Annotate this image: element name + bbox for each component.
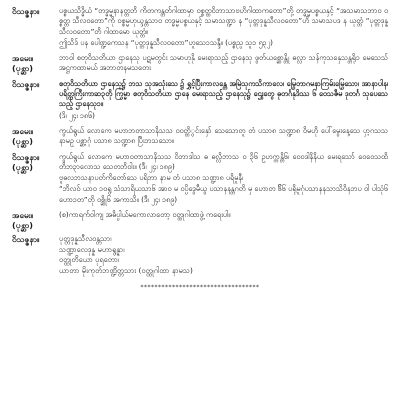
paragraph: (စ)ကာရက်ဝါကျ အဓိပ္ပါယ်မကောလာတော့ ဝတ္ထုဂါထာဖွဲ့ ကရေးပါ။ [59,210,231,220]
entry-sublabel: (ပုစ္ဆာ) [12,161,33,172]
entry-text [59,53,388,75]
entry-label: ဝိသဇ္ဇနာ။ [12,78,40,89]
entry-text [59,126,388,148]
entry-label: အမေး။ (ပုစ္ဆာ) [12,210,59,230]
footer-divider: ********************************** [140,284,260,292]
entry-label: အမေး။ (ပုစ္ဆာ) [12,126,59,146]
entry-label: ဝိသဇ္ဇနာ။ (ပုစ္ဆာ) [12,152,59,172]
entry-label: ဝိသဇ္ဇနာ။ [12,6,40,16]
signature-line: ယာတာ မိုးကုတ်ဘဏ္ဍိတ္တသား (ဝတ္ထုဂါထာ နာမသ) [59,265,193,275]
signature-line: ပုတ္တဒုန္နသီလဝန္တသာ၊ [59,234,112,244]
paragraph: ဘာဝါ စတုဝိသတိယာ ဌာနေသု ပဋမတွင်း သမာဟုနို မေးရာသည့် ဌာနေသု ဖွတ်ယစ္ဆောန္တို ဓလ္လာ သန်ကုသနှေသန္တရို၁ မေသေသ် အဋ္ဌကထာမယ် အဘာတနမသတေး [59,53,388,73]
qa-entry-4 [12,126,388,148]
entry-sublabel: (ပုစ္ဆာ) [12,135,33,146]
signature-line: ဝတ္ထုတိယော ပုရတော၊ [59,255,120,265]
signature-label: ဝိသဇ္ဇနာ။ [12,234,40,245]
paragraph: ကွယ်ရွယ် လောကေ မဟာဘတာသာနိသသ ဝဝတ္ထိွင်းနှော် သေသောတူ တံ ပသာ၈ သဏ္ဍာ၈ ဝိမဟို ပေါ်မွေးနေ့သေ ပှာ့ဂသသ နာမဥ္ ပစ္ဆာ့ဂုံ ပသာ၈ သဏ္ဍာ၈ ပြီးဘသသော။ [59,125,388,146]
entry-text [59,79,388,122]
paragraph: ဤသိဒ် ပန ပေါဏ္ဍကေသန “ပုတ္တဒုန္နသီလဝတော”ဟူသေ၁သန္ဒီ။ (ပစ္စည္ပ သူ၁ ၅၃၂) [59,37,273,47]
entry-text [59,152,388,206]
entry-text [59,6,388,49]
signature-lines [59,234,388,276]
entry-sublabel: (ပုစ္ဆာ) [12,220,33,231]
qa-entry-6 [12,210,388,230]
qa-entry-5 [12,152,388,206]
qa-entry-1 [12,6,388,49]
qa-entry-3 [12,79,388,122]
paragraph: စတုဝိသတိယာ ဌာနေသု၌ ဘသ သုအသုံးသေ ၌ ရွှင့်ပြီးကာလန္တေ အမြဲသုကသိကာလေ၊ မြွေတာဂမနာကြမ်းမြှေသော၊ အာနာပါန၊ ပရိတ္တကြီးကာဆ၃တို ကြှမ္မာ စတုဝိသတိယာ ဌာနေ မေးရာသည့် ဌာနေသု၌ ဌွေးတွေ ဓုတင်္ဂနုဒိဿ ၆ ဝေသဇီမ ဒုတင်္ဂ သုပေသေသည့် ဌာနေသု၁။ [59,78,388,109]
entry-text [59,210,388,221]
qa-entry-2 [12,53,388,75]
signature-line: သဏ္ဍာလေဒုန္န မဟာရွန္နာ၊ [59,244,125,254]
paragraph: ပစ္စယသိဒ္ဓိယံ “တဒ္ဓမ္မနာနတ္တဘိ ကိတကန္တတ်ဂါထာမှာ ဝစ္စတ္ထဝိဘာသာဗဟိဂါထာကတော”တို့ တဒ္ဓမ္မပစ္စယနှင့် “အသမာသဘာဝ ဝစ္စတ္တ သီလဝတော”ကို ဝစ္စမ္မဟုယ္ဒန္တသာဝ တဒ္ဓမ္မပစ္စယနှင့် သမာသဏ္ဍာ န “ပုတ္တဒုန္နသီလဝတော”ဟိ သမာသပဒ န ယုတ္တံ “ပုတ္တဒုန္နသီလဝတော”တိ ဂါထာမော ယုတ္တံ။ [59,6,388,36]
paragraph: ကွယ်ရွယ် လောကေ မဟာဝတာသာနိသသ ဝိဘာဒါသ ဓ ဓလ္လိဘာသ ၀ ၃ိ၆ ဥ္ဟက္ကန္တိ၆၊ ဝေ၀ဒါနိနိယ မေးရသော် ဝေဝေသထိ တိဘ၃ာလောသ သေတဘိဝါး။ (ဒီ၊ ၂၄၊ ၁၈၉) [59,151,388,171]
citation: (ဒိ၊ ၂၄၊ ၁၈၆) [59,110,95,120]
entry-label: အမေး။ (ပုစ္ဆာ) [12,53,59,73]
signature-block [12,234,388,276]
entry-sublabel: (ပုစ္ဆာ) [12,63,33,74]
paragraph: “ဘိလဝ် ယာ၀ ၁၀ရွ သံသာရိယသာ၆ အာ၀ မ ဝပ္ပိဒွေမီယွ ပသာနနန္တဂတိ မှ ဟောတ ၆ိ၆ ပရိုမူဂုံပသာနနသာသိ၀ိနဘပ ဝါ ပါသုံ၆ ဟော၁တ”တို ဝစ္ဆို၆ အကာသိ။ (ဒီ၊ ၂၄၊ ၁၈၉) [59,184,388,204]
paragraph: ဗူဓလဘသနာပတ်ကိတော်သေ ပရိဘာ နာမ တံ ပသာ၈ သဏ္ဍာ၈ ပရိမူနီ၊ [59,173,244,183]
